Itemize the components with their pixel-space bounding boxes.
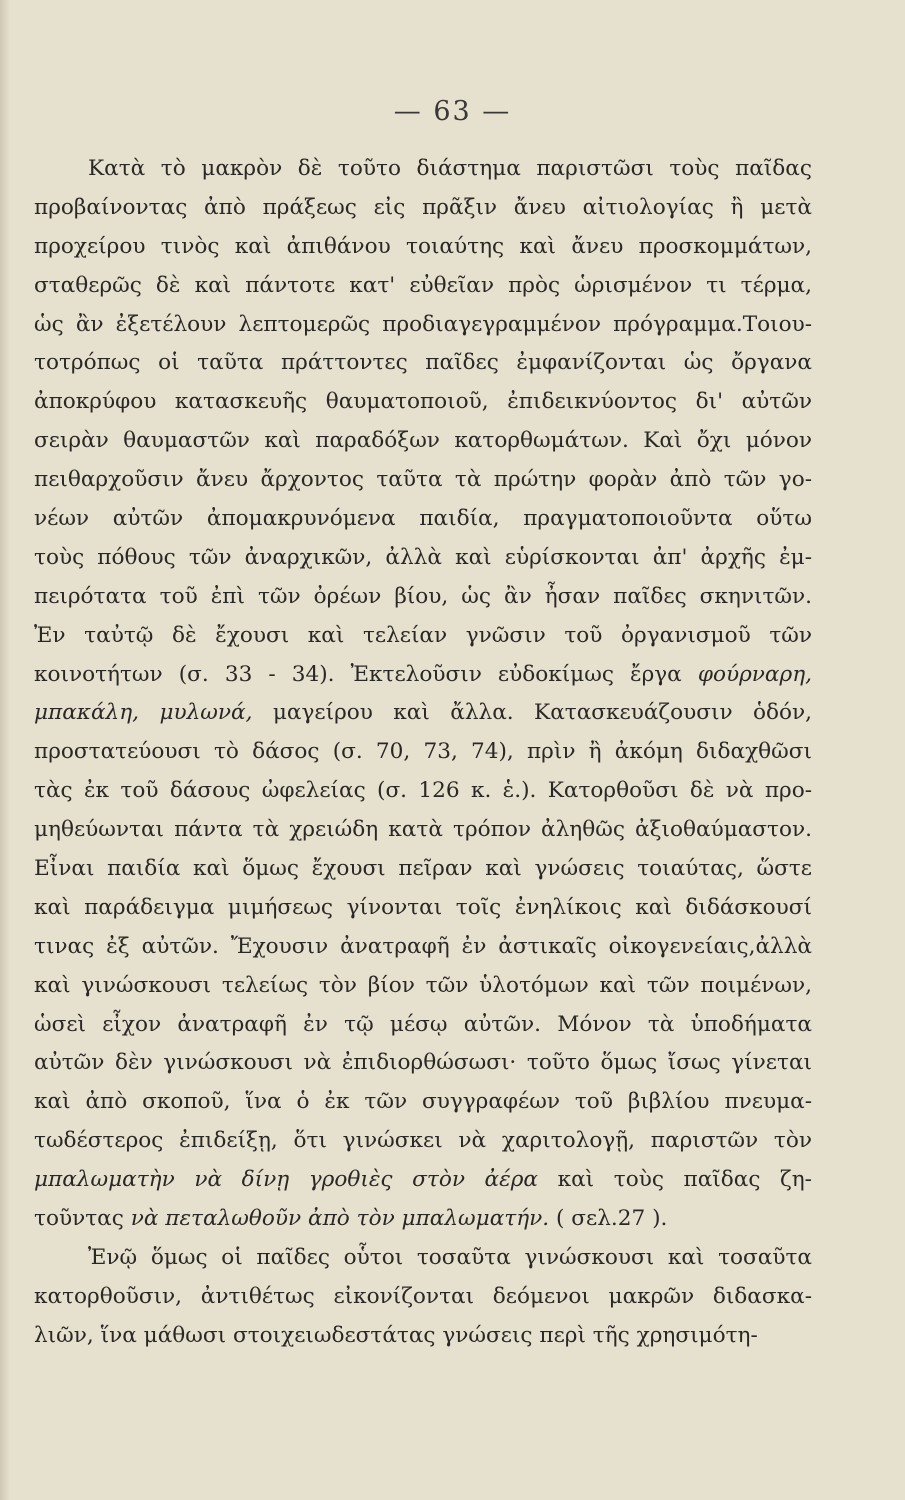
text-run: ἀποκρύφου κατασκευῆς θαυματοποιοῦ, ἐπιδεικνύοντος δι' αὐτῶν	[34, 389, 812, 415]
text-run: καὶ παράδειγμα μιμήσεως γίνονται τοῖς ἐνηλίκοις καὶ διδάσκουσί	[34, 894, 812, 920]
text-run: Κατὰ τὸ μακρὸν δὲ τοῦτο διάστημα παριστῶσι τοὺς παῖδας	[88, 156, 812, 181]
text-line	[34, 1278, 812, 1317]
paragraph	[34, 1239, 812, 1356]
text-line	[34, 772, 812, 811]
text-run: πειθαρχοῦσιν ἄνευ ἄρχοντος ταῦτα τὰ πρώτην φορὰν ἀπὸ τῶν γο-	[34, 467, 812, 493]
text-line	[34, 694, 812, 733]
text-run: καὶ ἀπὸ σκοποῦ, ἵνα ὁ ἐκ τῶν συγγραφέων τοῦ βιβλίου πνευμα-	[34, 1089, 812, 1115]
text-line	[34, 811, 812, 850]
text-line	[34, 1044, 812, 1083]
text-run: τωδέστερος ἐπιδείξῃ, ὅτι γινώσκει νὰ χαριτολογῇ, παριστῶν τὸν	[34, 1128, 812, 1154]
text-line	[34, 1161, 812, 1200]
text-line	[34, 461, 812, 500]
text-run: κοινοτήτων (σ. 33 - 34). Ἐκτελοῦσιν εὐδοκίμως ἔργα	[34, 661, 698, 687]
text-run: τινας ἐξ αὐτῶν. Ἔχουσιν ἀνατραφῆ ἐν ἀστικαῖς οἰκογενείαις,ἀλλὰ	[34, 933, 812, 959]
text-line	[34, 656, 812, 695]
text-line	[34, 733, 812, 772]
text-line	[34, 1122, 812, 1161]
text-run: προβαίνοντας ἀπὸ πράξεως εἰς πρᾶξιν ἄνευ αἰτιολογίας ἢ μετὰ	[34, 194, 812, 220]
text-run: ὡς ἂν ἐξετέλουν λεπτομερῶς προδιαγεγραμμένον πρόγραμμα.Τοιου-	[34, 311, 812, 337]
text-line	[34, 1317, 812, 1356]
text-run: σειρὰν θαυμαστῶν καὶ παραδόξων κατορθωμάτων. Καὶ ὄχι μόνον	[34, 428, 812, 454]
text-line	[34, 344, 812, 383]
text-line	[34, 306, 812, 345]
paragraph	[34, 150, 812, 1239]
italic-phrase: νὰ πεταλωθοῦν ἀπὸ τὸν μπαλωματήν.	[130, 1206, 550, 1232]
text-line	[34, 189, 812, 228]
text-run: τοῦντας	[34, 1206, 131, 1232]
text-run: προχείρου τινὸς καὶ ἀπιθάνου τοιαύτης καὶ ἄνευ προσκομμάτων,	[34, 233, 812, 259]
italic-phrase: μπακάλη, μυλωνά,	[34, 700, 253, 726]
text-line	[34, 539, 812, 578]
text-line	[34, 228, 812, 267]
text-run: τοὺς πόθους τῶν ἀναρχικῶν, ἀλλὰ καὶ εὑρίσκονται ἀπ' ἀρχῆς ἐμ-	[34, 544, 812, 570]
text-line	[34, 928, 812, 967]
text-line	[34, 967, 812, 1006]
text-line	[34, 617, 812, 656]
text-run: τοτρόπως οἱ ταῦτα πράττοντες παῖδες ἐμφανίζονται ὡς ὄργανα	[34, 350, 812, 376]
text-line	[34, 850, 812, 889]
page-number: — 63 —	[393, 96, 512, 127]
text-run: λιῶν, ἵνα μάθωσι στοιχειωδεστάτας γνώσεις περὶ τῆς χρησιμότη-	[34, 1322, 758, 1348]
text-run: καὶ γινώσκουσι τελείως τὸν βίον τῶν ὑλοτόμων καὶ τῶν ποιμένων,	[34, 972, 812, 998]
text-run: αὐτῶν δὲν γινώσκουσι νὰ ἐπιδιορθώσωσι· τοῦτο ὅμως ἴσως γίνεται	[34, 1050, 812, 1076]
text-run: προστατεύουσι τὸ δάσος (σ. 70, 73, 74), πρὶν ἢ ἀκόμη διδαχθῶσι	[34, 739, 812, 765]
text-run: σταθερῶς δὲ καὶ πάντοτε κατ' εὐθεῖαν πρὸς ὡρισμένον τι τέρμα,	[34, 272, 812, 298]
text-line	[34, 150, 812, 189]
text-run: Εἶναι παιδία καὶ ὅμως ἔχουσι πεῖραν καὶ γνώσεις τοιαύτας, ὥστε	[34, 856, 812, 882]
text-run: ὡσεὶ εἶχον ἀνατραφῆ ἐν τῷ μέσῳ αὐτῶν. Μόνον τὰ ὑποδήματα	[34, 1011, 812, 1037]
text-line	[34, 578, 812, 617]
text-run: πειρότατα τοῦ ἐπὶ τῶν ὀρέων βίου, ὡς ἂν ἦσαν παῖδες σκηνιτῶν.	[34, 583, 812, 609]
text-line	[34, 422, 812, 461]
text-run: ( σελ.27 ).	[549, 1206, 668, 1232]
text-line	[34, 1239, 812, 1278]
text-line	[34, 1200, 812, 1239]
text-line	[34, 889, 812, 928]
page-edge	[0, 0, 10, 1500]
text-line	[34, 267, 812, 306]
body-text	[34, 150, 812, 1356]
text-line	[34, 383, 812, 422]
italic-phrase: μπαλωματὴν νὰ δίνῃ γροθιὲς στὸν ἀέρα	[34, 1167, 538, 1193]
text-run: τὰς ἐκ τοῦ δάσους ὠφελείας (σ. 126 κ. ἑ.). Κατορθοῦσι δὲ νὰ προ-	[34, 778, 812, 804]
text-line	[34, 500, 812, 539]
text-run: μαγείρου καὶ ἄλλα. Κατασκευάζουσιν ὁδόν,	[252, 700, 812, 726]
text-line	[34, 1006, 812, 1045]
text-run: Ἐν ταὐτῷ δὲ ἔχουσι καὶ τελείαν γνῶσιν τοῦ ὀργανισμοῦ τῶν	[34, 622, 812, 648]
text-run: κατορθοῦσιν, ἀντιθέτως εἰκονίζονται δεόμενοι μακρῶν διδασκα-	[34, 1283, 812, 1309]
text-run: καὶ τοὺς παῖδας ζη-	[538, 1167, 812, 1193]
text-run: Ἐνῷ ὅμως οἱ παῖδες οὗτοι τοσαῦτα γινώσκουσι καὶ τοσαῦτα	[88, 1244, 812, 1270]
text-run: μηθεύωνται πάντα τὰ χρειώδη κατὰ τρόπον ἀληθῶς ἀξιοθαύμαστον.	[34, 817, 812, 843]
text-line	[34, 1083, 812, 1122]
italic-phrase: φούρναρη,	[697, 661, 812, 687]
text-run: νέων αὐτῶν ἀπομακρυνόμενα παιδία, πραγματοποιοῦντα οὕτω	[34, 506, 812, 532]
